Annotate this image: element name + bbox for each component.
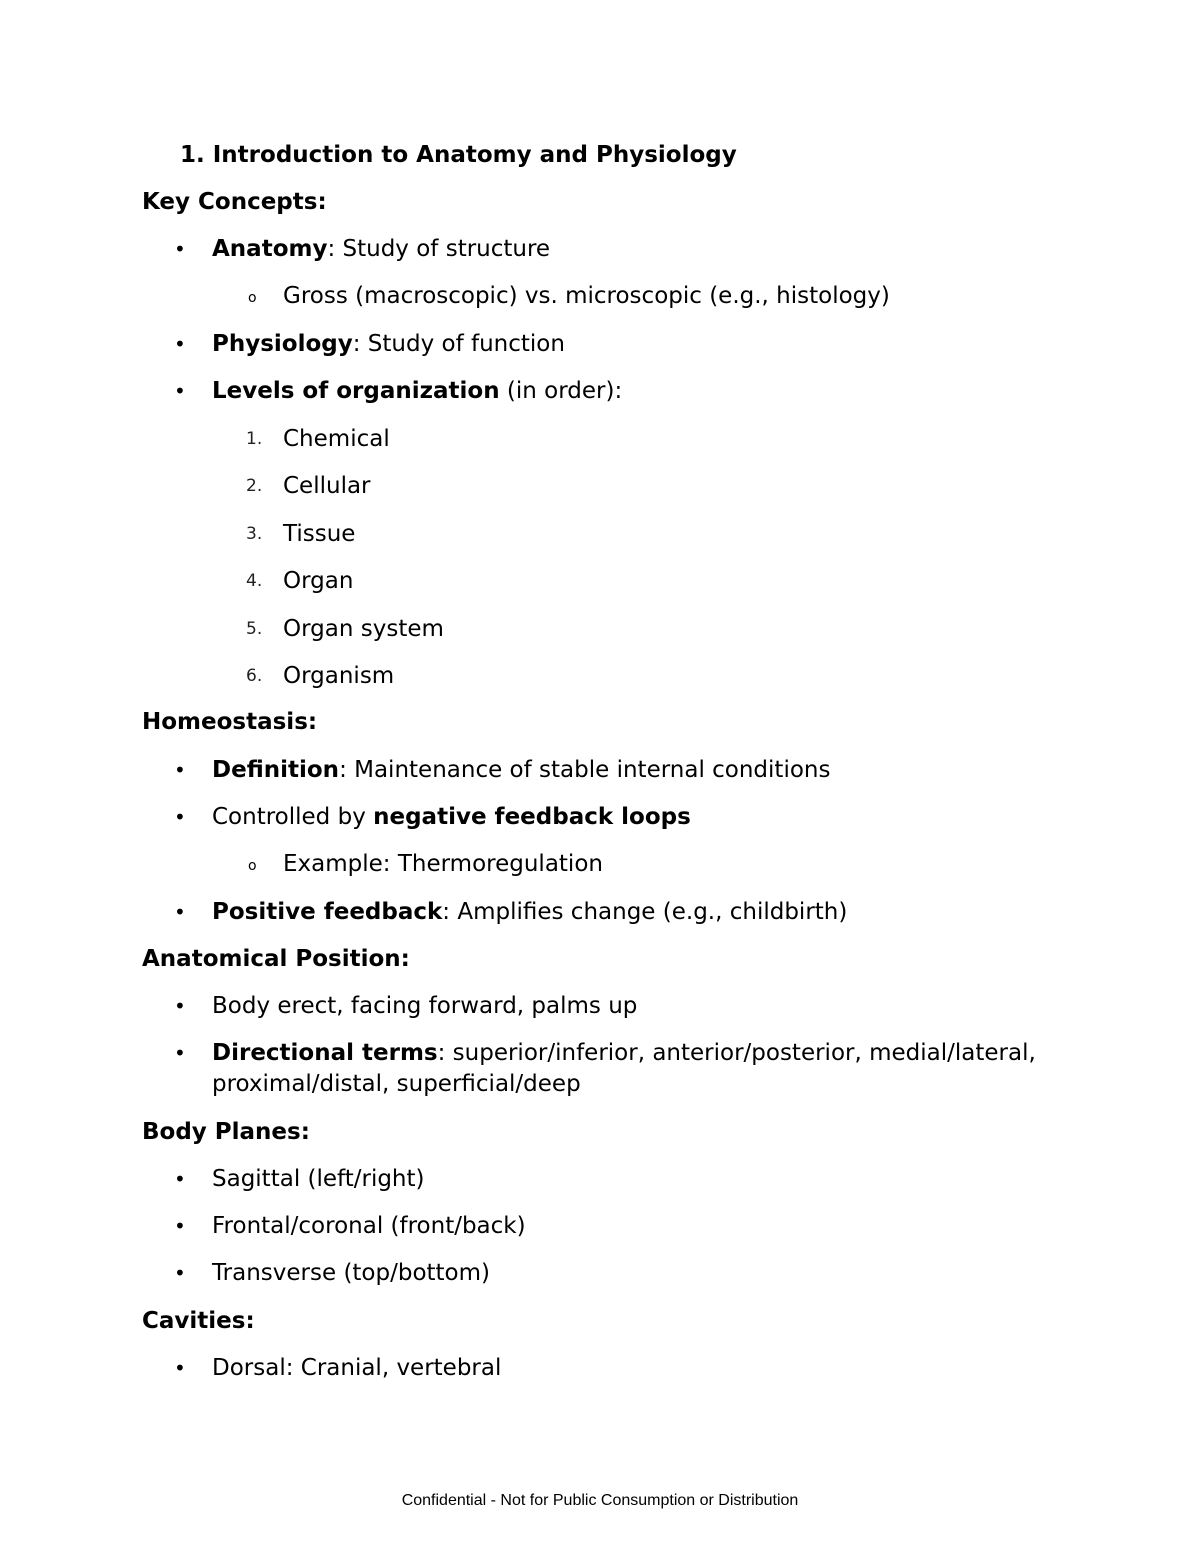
bullet-icon: • [174,994,186,1018]
level-item: Organism [283,663,395,689]
circle-bullet-icon: o [248,290,257,306]
section-heading-anatomical-position: Anatomical Position: [142,946,410,972]
list-number: 6. [246,666,263,686]
list-number: 3. [246,524,263,544]
section-heading-homeostasis: Homeostasis: [142,709,318,735]
footer-confidential: Confidential - Not for Public Consumption or Distribution [401,1492,799,1509]
bullet-icon: • [174,379,186,403]
list-number: 1. [246,429,263,449]
level-item: Cellular [283,473,371,499]
list-item-plane: Frontal/coronal (front/back) [212,1213,526,1239]
bullet-icon: • [174,1041,186,1065]
bullet-icon: • [174,237,186,261]
list-item-levels: Levels of organization (in order): [212,378,623,404]
level-item: Chemical [283,426,390,452]
list-item-definition: Definition: Maintenance of stable internal conditions [212,757,831,783]
list-item-body-erect: Body erect, facing forward, palms up [212,993,638,1019]
list-number: 5. [246,619,263,639]
list-item-cavity: Dorsal: Cranial, vertebral [212,1355,502,1381]
circle-bullet-icon: o [248,858,257,874]
bullet-icon: • [174,1214,186,1238]
section-heading-cavities: Cavities: [142,1308,255,1334]
sub-item-example: Example: Thermoregulation [283,851,603,877]
bullet-icon: • [174,805,186,829]
level-item: Tissue [283,521,356,547]
bullet-icon: • [174,900,186,924]
list-item-positive-feedback: Positive feedback: Amplifies change (e.g., childbirth) [212,899,848,925]
bullet-icon: • [174,1167,186,1191]
bullet-icon: • [174,1356,186,1380]
list-number: 4. [246,571,263,591]
level-item: Organ system [283,616,444,642]
bullet-icon: • [174,1261,186,1285]
list-number: 2. [246,476,263,496]
bullet-icon: • [174,758,186,782]
sub-item-gross: Gross (macroscopic) vs. microscopic (e.g., histology) [283,283,890,309]
page-title: 1. Introduction to Anatomy and Physiology [180,142,737,168]
list-item-directional-terms-continued: proximal/distal, superficial/deep [212,1071,581,1097]
list-item-anatomy: Anatomy: Study of structure [212,236,551,262]
list-item-directional-terms: Directional terms: superior/inferior, anterior/posterior, medial/lateral, [212,1040,1036,1066]
section-heading-key-concepts: Key Concepts: [142,189,327,215]
section-heading-body-planes: Body Planes: [142,1119,310,1145]
bullet-icon: • [174,332,186,356]
list-item-physiology: Physiology: Study of function [212,331,565,357]
list-item-controlled: Controlled by negative feedback loops [212,804,691,830]
list-item-plane: Transverse (top/bottom) [212,1260,491,1286]
list-item-plane: Sagittal (left/right) [212,1166,425,1192]
level-item: Organ [283,568,354,594]
